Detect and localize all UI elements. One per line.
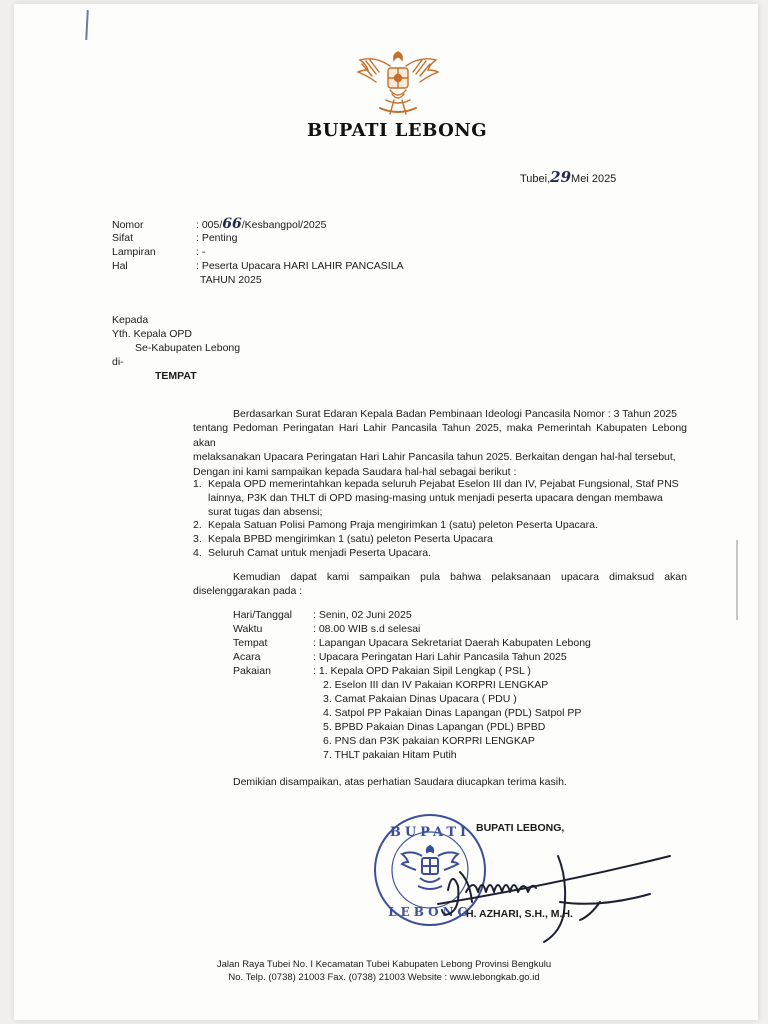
detail-label: Waktu — [233, 623, 263, 635]
sifat-label: Sifat — [112, 232, 134, 244]
dress-code-item: 4. Satpol PP Pakaian Dinas Lapangan (PDL) Satpol PP — [323, 707, 582, 719]
detail-row-date — [233, 608, 412, 622]
signatory-title: BUPATI LEBONG, — [476, 822, 565, 834]
hal-label: Hal — [112, 260, 128, 272]
recipient-se: Se-Kabupaten Lebong — [135, 342, 241, 354]
detail-label: Tempat — [233, 637, 268, 649]
hal-line-1: : Peserta Upacara HARI LAHIR PANCASILA — [196, 260, 404, 272]
paragraph-line: tentang Pedoman Peringatan Hari Lahir Pancasila Tahun 2025, maka Pemerintah Kabupaten Lebong akan — [193, 422, 687, 449]
meta-sifat — [112, 231, 237, 245]
meta-nomor — [112, 217, 326, 232]
dress-code-item: 3. Camat Pakaian Dinas Upacara ( PDU ) — [323, 693, 517, 705]
recipient-di: di- — [112, 356, 124, 368]
paragraph-schedule-intro — [193, 570, 687, 599]
detail-label: Hari/Tanggal — [233, 609, 292, 621]
stamp-text-top: BUPATI — [389, 825, 471, 840]
paragraph-line: Dengan ini kami sampaikan kepada Saudara hal-hal sebagai berikut : — [193, 465, 517, 478]
list-number: 3. — [193, 533, 202, 545]
list-text-line: surat tugas dan absensi; — [208, 506, 323, 518]
recipient-yth: Yth. Kepala OPD — [112, 328, 192, 340]
list-number: 1. — [193, 478, 202, 490]
sifat-value: : Penting — [196, 232, 238, 244]
date-month-year: Mei 2025 — [571, 173, 617, 185]
nomor-handwritten: 66 — [222, 216, 242, 232]
detail-value: : 08.00 WIB s.d selesai — [313, 623, 421, 635]
lampiran-value: : - — [196, 246, 206, 258]
detail-row-time — [233, 622, 420, 636]
list-number: 2. — [193, 519, 202, 531]
nomor-suffix: /Kesbangpol/2025 — [241, 219, 327, 231]
letterhead-title: BUPATI LEBONG — [307, 120, 488, 141]
signatory-name: H. AZHARI, S.H., M.H. — [466, 908, 573, 920]
date-day-handwritten: 29 — [550, 168, 572, 186]
closing-sentence: Demikian disampaikan, atas perhatian Saudara diucapkan terima kasih. — [233, 776, 567, 788]
detail-row-place — [233, 636, 591, 650]
garuda-emblem-icon — [350, 48, 446, 122]
nomor-label: Nomor — [112, 219, 144, 231]
stamp-text-bottom: LEBONG — [388, 905, 472, 919]
list-text-line: Kepala BPBD mengirimkan 1 (satu) peleton Peserta Upacara — [208, 533, 493, 545]
dress-code-item: 7. THLT pakaian Hitam Putih — [323, 749, 457, 761]
list-number: 4. — [193, 547, 202, 559]
letter-date — [520, 168, 616, 186]
paragraph-line: Berdasarkan Surat Edaran Kepala Badan Pembinaan Ideologi Pancasila Nomor : 3 Tahun 2025 — [233, 408, 678, 420]
meta-hal — [112, 259, 404, 273]
list-text-line: Kepala OPD memerintahkan kepada seluruh Pejabat Eselon III dan IV, Pejabat Fungsional, Staf PNS — [208, 478, 679, 490]
detail-label: Pakaian — [233, 665, 271, 677]
dress-code-item: 6. PNS dan P3K pakaian KORPRI LENGKAP — [323, 735, 535, 747]
detail-row-dress — [233, 664, 531, 678]
detail-value: : Upacara Peringatan Hari Lahir Pancasila Tahun 2025 — [313, 651, 567, 663]
paragraph-intro — [193, 407, 687, 479]
footer-address: Jalan Raya Tubei No. I Kecamatan Tubei Kabupaten Lebong Provinsi Bengkulu — [216, 959, 552, 970]
recipient-kepada: Kepada — [112, 314, 149, 326]
list-text-line: lainnya, P3K dan THLT di OPD masing-masing untuk menjadi peserta upacara dengan membawa — [208, 492, 663, 504]
lampiran-label: Lampiran — [112, 246, 156, 258]
detail-value: : Lapangan Upacara Sekretariat Daerah Kabupaten Lebong — [313, 637, 591, 649]
footer-contact: No. Telp. (0738) 21003 Fax. (0738) 21003 Website : www.lebongkab.go.id — [228, 972, 540, 983]
list-text-line: Kepala Satuan Polisi Pamong Praja mengirimkan 1 (satu) peleton Peserta Upacara. — [208, 519, 598, 531]
recipient-tempat: TEMPAT — [155, 370, 197, 382]
dress-code-item: 2. Eselon III dan IV Pakaian KORPRI LENGKAP — [323, 679, 549, 691]
paragraph-line: diselenggarakan pada : — [193, 585, 303, 598]
list-text-line: Seluruh Camat untuk menjadi Peserta Upacara. — [208, 547, 431, 559]
paragraph-line: melaksanakan Upacara Peringatan Hari Lahir Pancasila tahun 2025. Berkaitan dengan hal-hal tersebut, — [193, 451, 676, 464]
paragraph-line: Kemudian dapat kami sampaikan pula bahwa pelaksanaan upacara dimaksud akan — [233, 571, 687, 583]
nomor-prefix: : 005/ — [196, 219, 223, 231]
page-edge-shadow — [736, 540, 738, 620]
meta-lampiran — [112, 245, 205, 259]
detail-value: : Senin, 02 Juni 2025 — [313, 609, 412, 621]
detail-label: Acara — [233, 651, 261, 663]
handwritten-signature — [430, 842, 680, 952]
hal-line-2: TAHUN 2025 — [200, 274, 262, 286]
date-place: Tubei, — [520, 173, 551, 185]
detail-row-event — [233, 650, 567, 664]
detail-value: : 1. Kepala OPD Pakaian Sipil Lengkap ( PSL ) — [313, 665, 531, 677]
dress-code-item: 5. BPBD Pakaian Dinas Lapangan (PDL) BPBD — [323, 721, 546, 733]
